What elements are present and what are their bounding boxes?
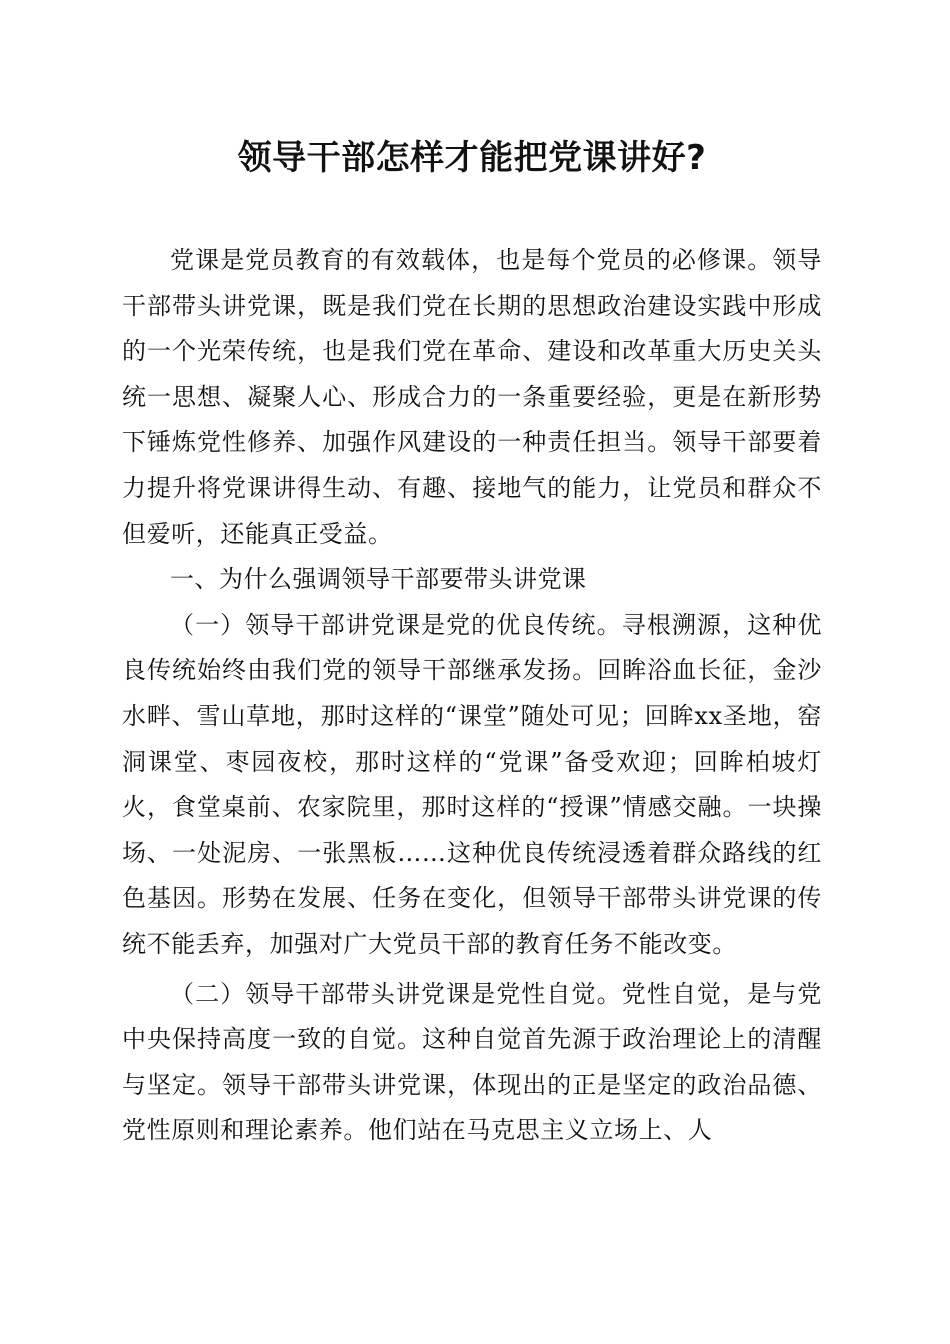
subsection-body-2: 党性自觉，是与党中央保持高度一致的自觉。这种自觉首先源于政治理论上的清醒与坚定。领导干部带头讲党课，体现出的正是坚定的政治品德、党性原则和理论素养。他们站在马克思主义立场上、人 — [122, 979, 822, 1145]
subsection-lead-2: （二）领导干部带头讲党课是党性自觉。 — [170, 979, 622, 1008]
subsection-lead-1: （一）领导干部讲党课是党的优良传统。 — [170, 610, 622, 639]
subsection-paragraph-1 — [122, 603, 822, 968]
intro-paragraph: 党课是党员教育的有效载体，也是每个党员的必修课。领导干部带头讲党课，既是我们党在长期的思想政治建设实践中形成的一个光荣传统，也是我们党在革命、建设和改革重大历史关头统一思想、凝聚人心、形成合力的一条重要经验，更是在新形势下锤炼党性修养、加强作风建设的一种责任担当。领导干部要着力提升将党课讲得生动、有趣、接地气的能力，让党员和群众不但爱听，还能真正受益。 — [122, 246, 822, 548]
document-title: 领导干部怎样才能把党课讲好? — [237, 138, 707, 178]
subsection-paragraph-2 — [122, 972, 822, 1154]
section-heading-1: 一、为什么强调领导干部要带头讲党课 — [170, 565, 587, 594]
subsection-body-1: 寻根溯源，这种优良传统始终由我们党的领导干部继承发扬。回眸浴血长征，金沙水畔、雪山草地，那时这样的“课堂”随处可见；回眸xx圣地，窑洞课堂、枣园夜校，那时这样的“党课”备受欢迎；回眸柏坡灯火，食堂桌前、农家院里，那时这样的“授课”情感交融。一块操场、一处泥房、一张黑板……这种优良传统浸透着群众路线的红色基因。形势在发展、任务在变化，但领导干部带头讲党课的传统不能丢弃，加强对广大党员干部的教育任务不能改变。 — [122, 610, 822, 958]
